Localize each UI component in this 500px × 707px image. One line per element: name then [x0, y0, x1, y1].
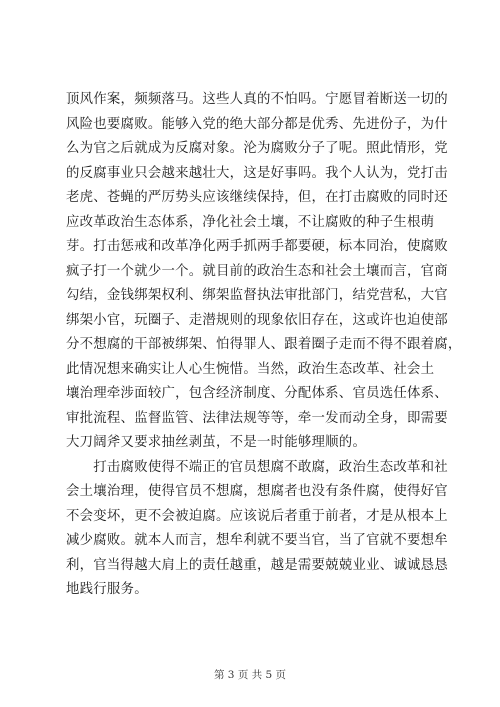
paragraph — [66, 88, 462, 456]
text-line: 减少腐败。就本人而言，想牟利就不要当官，当了官就不要想牟 — [66, 533, 448, 548]
text-line: 芽。打击惩戒和改革净化两手抓两手都要硬，标本同治，使腐败 — [66, 239, 448, 254]
document-body — [66, 88, 462, 603]
text-line: 审批流程、监督监管、法律法规等等，牵一发而动全身，即需要 — [66, 410, 448, 426]
text-line: 么为官之后就成为反腐对象。沦为腐败分子了呢。照此情形，党 — [66, 141, 448, 156]
text-line: 老虎、苍蝇的严厉势头应该继续保持，但，在打击腐败的同时还 — [66, 190, 448, 205]
text-line: 疯子打一个就少一个。就目前的政治生态和社会土壤而言，官商 — [66, 263, 448, 279]
text-line: 分不想腐的干部被绑架、怕得罪人、跟着圈子走而不得不跟着腐， — [66, 337, 462, 352]
text-line: 打击腐败使得不端正的官员想腐不敢腐，政治生态改革和社 — [66, 459, 448, 475]
text-line: 的反腐事业只会越来越壮大，这是好事吗。我个人认为，党打击 — [66, 165, 448, 181]
text-line: 大刀阔斧又要求抽丝剥茧，不是一时能够理顺的。 — [66, 435, 367, 450]
text-line: 顶风作案，频频落马。这些人真的不怕吗。宁愿冒着断送一切的 — [66, 92, 448, 107]
text-line: 此情况想来确实让人心生惋惜。当然，政治生态改革、社会土 — [66, 361, 435, 377]
text-line: 会土壤治理，使得官员不想腐，想腐者也没有条件腐，使得好官 — [66, 484, 448, 499]
text-line: 勾结，金钱绑架权利、绑架监督执法审批部门，结党营私，大官 — [66, 288, 448, 303]
paragraph — [66, 456, 448, 603]
text-line: 风险也要腐败。能够入党的绝大部分都是优秀、先进份子，为什 — [66, 116, 448, 132]
page-footer: 第 3 页 共 5 页 — [213, 669, 287, 681]
text-line: 不会变坏，更不会被迫腐。应该说后者重于前者，才是从根本上 — [66, 508, 448, 524]
text-line: 应改革政治生态体系，净化社会土壤，不让腐败的种子生根萌 — [66, 214, 435, 230]
text-line: 壤治理牵涉面较广，包含经济制度、分配体系、官员选任体系、 — [66, 386, 448, 401]
text-line: 地践行服务。 — [66, 582, 148, 597]
text-line: 绑架小官，玩圈子、走潜规则的现象依旧存在，这或许也迫使部 — [66, 312, 448, 328]
text-line: 利，官当得越大肩上的责任越重，越是需要兢兢业业、诚诚恳恳 — [66, 557, 448, 573]
